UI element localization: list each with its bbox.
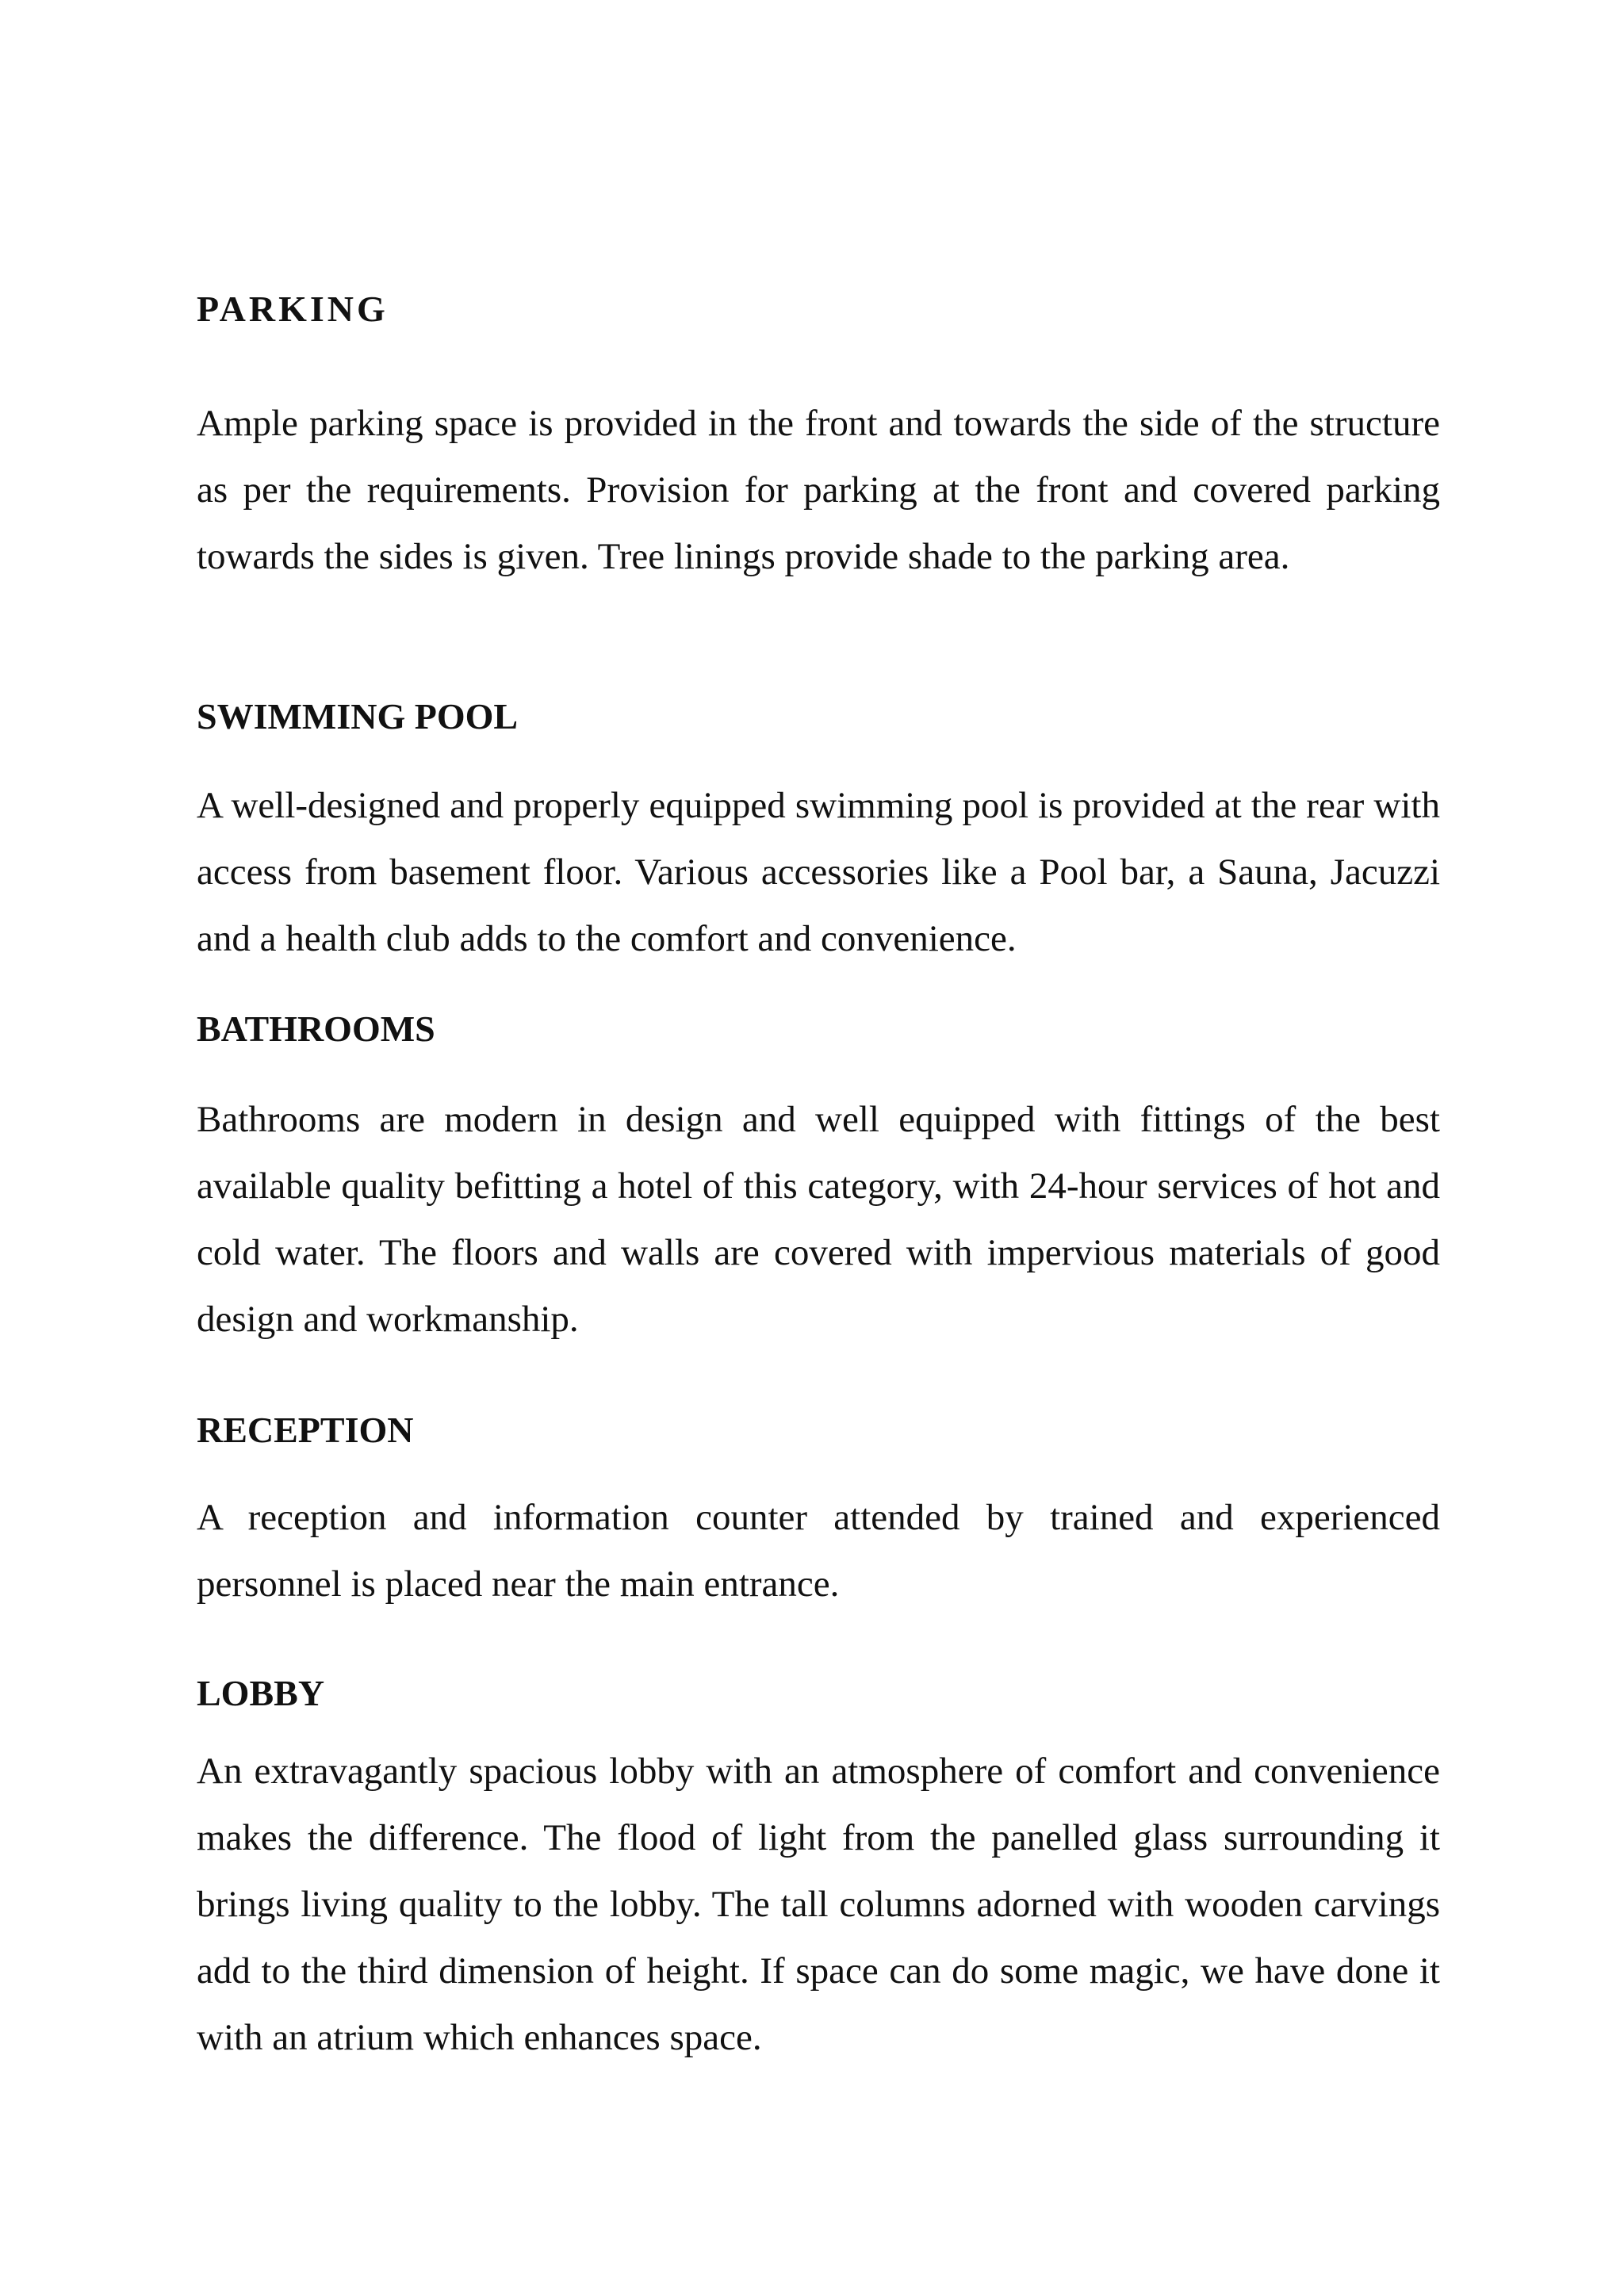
section-heading-parking: PARKING: [197, 289, 389, 329]
section-heading-lobby: LOBBY: [197, 1673, 325, 1713]
section-heading-swimming-pool: SWIMMING POOL: [197, 696, 519, 737]
section-body-reception: A reception and information counter attended by trained and experienced personnel is placed near the main entrance.: [197, 1497, 1440, 1605]
section-body-lobby: An extravagantly spacious lobby with an atmosphere of comfort and convenience makes the difference. The flood of light from the panelled glass surrounding it brings living quality to the lobby. The tall columns adorned with wooden carvings add to the third dimension of height. If space can do some magic, we have done it with an atrium which enhances space.: [197, 1751, 1440, 2058]
section-body-swimming-pool: A well-designed and properly equipped swimming pool is provided at the rear with access from basement floor. Various accessories like a Pool bar, a Sauna, Jacuzzi and a health club adds to the comfort and convenience.: [197, 785, 1440, 959]
section-heading-bathrooms: BATHROOMS: [197, 1008, 435, 1049]
section-heading-reception: RECEPTION: [197, 1410, 414, 1450]
section-body-bathrooms: Bathrooms are modern in design and well equipped with fittings of the best available quality befitting a hotel of this category, with 24-hour services of hot and cold water. The floors and walls are covered with impervious materials of good design and workmanship.: [197, 1099, 1440, 1340]
section-body-parking: Ample parking space is provided in the front and towards the side of the structure as per the requirements. Provision for parking at the front and covered parking towards the sides is given. Tree linings provide shade to the parking area.: [197, 403, 1440, 577]
